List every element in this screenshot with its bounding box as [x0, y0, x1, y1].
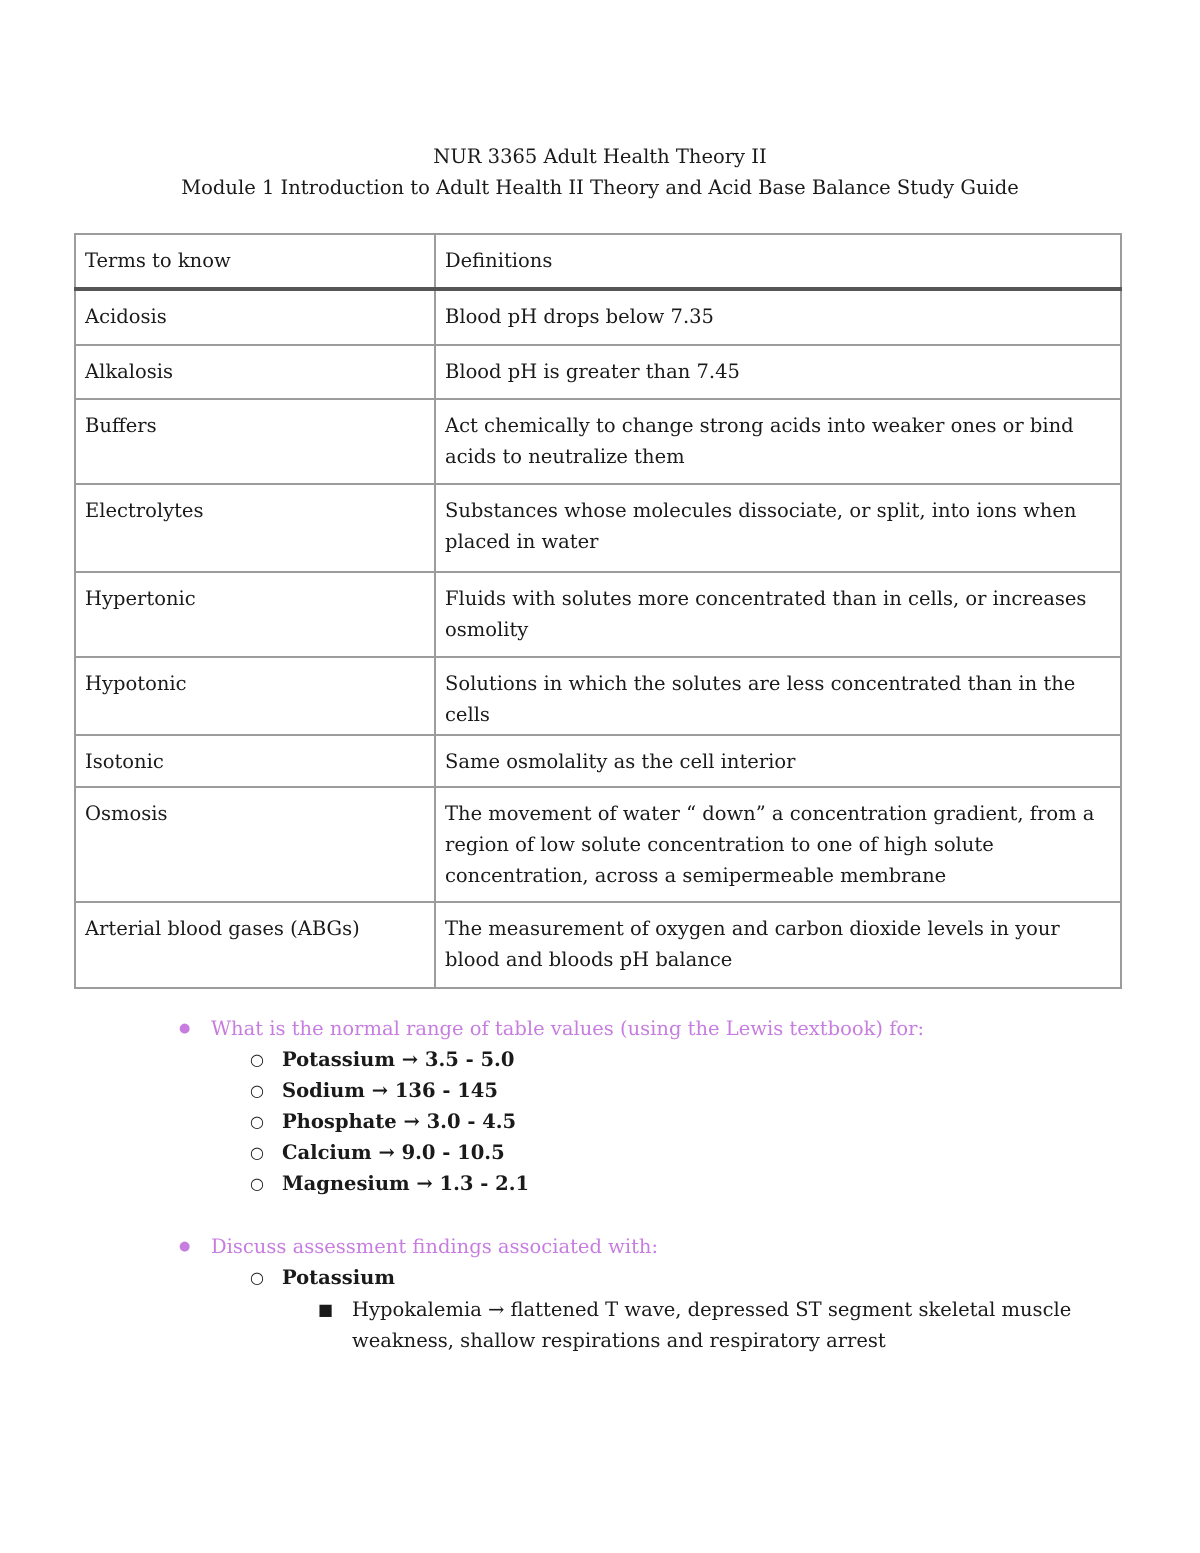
finding-text: Hypokalemia → flattened T wave, depressed ST segment skeletal muscle weakness, shallow respirations and respiratory arrest	[352, 1298, 1072, 1352]
definition-cell: Blood pH drops below 7.35	[435, 289, 1121, 345]
hollow-circle-icon: ○	[250, 1143, 264, 1162]
table-row	[75, 572, 1121, 657]
table-row	[75, 289, 1121, 345]
terms-table	[74, 233, 1122, 989]
table-row	[75, 345, 1121, 399]
question-assessment-findings	[175, 1231, 658, 1262]
square-bullet-icon: ■	[318, 1300, 334, 1319]
definition-cell: The measurement of oxygen and carbon dioxide levels in your blood and bloods pH balance	[435, 902, 1121, 988]
header-terms: Terms to know	[75, 234, 435, 289]
table-row	[75, 657, 1121, 735]
list-item	[248, 1168, 529, 1199]
list-item	[248, 1044, 514, 1075]
term-cell: Hypotonic	[75, 657, 435, 735]
table-header-row	[75, 234, 1121, 289]
hollow-circle-icon: ○	[250, 1112, 264, 1131]
term-cell: Acidosis	[75, 289, 435, 345]
definition-cell: Fluids with solutes more concentrated than in cells, or increases osmolity	[435, 572, 1121, 657]
question-text: What is the normal range of table values (using the Lewis textbook) for:	[211, 1017, 925, 1040]
term-cell: Hypertonic	[75, 572, 435, 657]
hollow-circle-icon: ○	[250, 1174, 264, 1193]
term-cell: Buffers	[75, 399, 435, 484]
header-definitions: Definitions	[435, 234, 1121, 289]
table-row	[75, 484, 1121, 572]
term-cell: Arterial blood gases (ABGs)	[75, 902, 435, 988]
term-cell: Osmosis	[75, 787, 435, 902]
definition-cell: The movement of water “ down” a concentration gradient, from a region of low solute concentration to one of high solute concentration, across a semipermeable membrane	[435, 787, 1121, 902]
term-cell: Electrolytes	[75, 484, 435, 572]
table-row	[75, 902, 1121, 988]
hollow-circle-icon: ○	[250, 1081, 264, 1100]
hollow-circle-icon: ○	[250, 1050, 264, 1069]
range-item: Magnesium → 1.3 - 2.1	[282, 1172, 530, 1195]
term-cell: Alkalosis	[75, 345, 435, 399]
course-title: NUR 3365 Adult Health Theory II	[433, 145, 767, 168]
range-item: Calcium → 9.0 - 10.5	[282, 1141, 505, 1164]
range-item: Phosphate → 3.0 - 4.5	[282, 1110, 517, 1133]
list-item	[248, 1106, 516, 1137]
definition-cell: Act chemically to change strong acids into weaker ones or bind acids to neutralize them	[435, 399, 1121, 484]
range-item: Potassium → 3.5 - 5.0	[282, 1048, 515, 1071]
table-row	[75, 787, 1121, 902]
question-normal-ranges	[175, 1013, 924, 1044]
list-item	[316, 1294, 1082, 1356]
list-item	[248, 1075, 498, 1106]
list-item	[248, 1262, 395, 1293]
definition-cell: Blood pH is greater than 7.45	[435, 345, 1121, 399]
definition-cell: Same osmolality as the cell interior	[435, 735, 1121, 787]
definition-cell: Solutions in which the solutes are less concentrated than in the cells	[435, 657, 1121, 735]
hollow-circle-icon: ○	[250, 1268, 264, 1287]
list-item	[248, 1137, 505, 1168]
range-item: Sodium → 136 - 145	[282, 1079, 498, 1102]
table-row	[75, 399, 1121, 484]
table-row	[75, 735, 1121, 787]
module-title: Module 1 Introduction to Adult Health II Theory and Acid Base Balance Study Guide	[181, 176, 1019, 199]
subheading-potassium: Potassium	[282, 1266, 395, 1289]
term-cell: Isotonic	[75, 735, 435, 787]
definition-cell: Substances whose molecules dissociate, or split, into ions when placed in water	[435, 484, 1121, 572]
bullet-dot-icon: ●	[179, 1021, 191, 1036]
question-text: Discuss assessment findings associated with:	[211, 1235, 659, 1258]
bullet-dot-icon: ●	[179, 1239, 191, 1254]
